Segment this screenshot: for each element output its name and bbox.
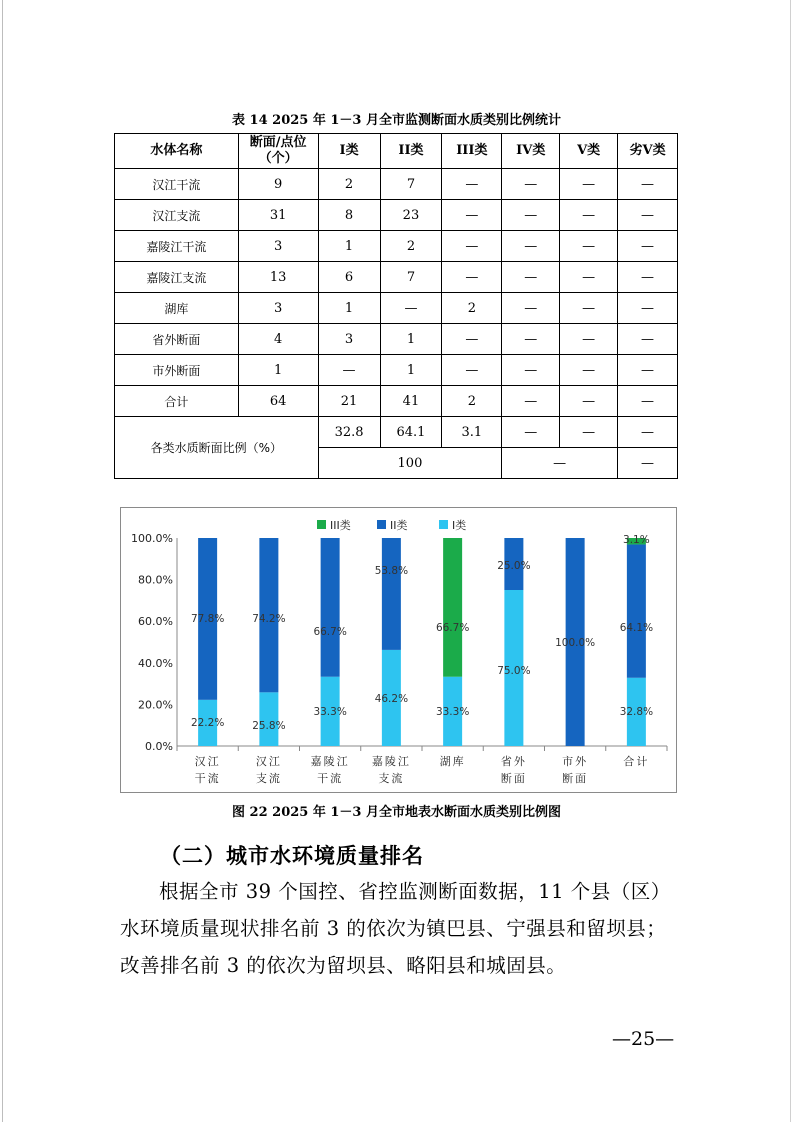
table-row xyxy=(115,200,678,231)
y-tick-label: 80.0% xyxy=(138,573,173,587)
ratio-cell: 32.8 xyxy=(318,417,380,448)
water-body-name: 湖库 xyxy=(115,293,239,324)
bar-value-label: 32.8% xyxy=(619,706,654,718)
table-row xyxy=(115,169,678,200)
table-row xyxy=(115,386,678,417)
x-category-label: 嘉陵江 xyxy=(310,755,350,768)
table-row xyxy=(115,324,678,355)
y-tick-label: 0.0% xyxy=(145,740,173,753)
water-body-name: 合计 xyxy=(115,386,239,417)
paragraph-line: 水环境质量现状排名前 3 的依次为镇巴县、宁强县和留坝县； xyxy=(120,917,667,940)
paragraph-line: 根据全市 39 个国控、省控监测断面数据，11 个县（区） xyxy=(159,880,671,903)
table-cell: — xyxy=(560,169,618,200)
header-cell: IV类 xyxy=(502,134,560,169)
x-category-label: 干流 xyxy=(194,772,221,785)
table-cell: — xyxy=(560,324,618,355)
table-cell: — xyxy=(380,293,442,324)
table-cell: 4 xyxy=(238,324,318,355)
table-cell: — xyxy=(618,355,678,386)
bar-value-label: 33.3% xyxy=(435,706,470,718)
y-tick-label: 100.0% xyxy=(131,532,173,545)
ratio-cell: — xyxy=(560,417,618,448)
table-cell: 3 xyxy=(238,293,318,324)
table-row xyxy=(115,355,678,386)
water-body-name: 省外断面 xyxy=(115,324,239,355)
header-cell: I类 xyxy=(318,134,380,169)
table-cell: 3 xyxy=(238,231,318,262)
page-edge xyxy=(2,0,3,1122)
water-body-name: 嘉陵江干流 xyxy=(115,231,239,262)
water-body-name: 市外断面 xyxy=(115,355,239,386)
table-cell: 2 xyxy=(442,293,502,324)
bar-value-label: 22.2% xyxy=(190,717,225,729)
table-cell: 9 xyxy=(238,169,318,200)
table-row xyxy=(115,262,678,293)
table-cell: — xyxy=(618,169,678,200)
table-cell: 31 xyxy=(238,200,318,231)
table-row xyxy=(115,231,678,262)
table-cell: — xyxy=(618,262,678,293)
water-body-name: 嘉陵江支流 xyxy=(115,262,239,293)
table-cell: — xyxy=(560,262,618,293)
table-cell: — xyxy=(442,231,502,262)
table-cell: — xyxy=(618,386,678,417)
legend-swatch xyxy=(377,520,386,529)
bar-value-label: 75.0% xyxy=(497,665,531,677)
table-cell: 8 xyxy=(318,200,380,231)
bar-segment-II类 xyxy=(321,538,340,677)
table-header-row xyxy=(115,134,678,169)
table-cell: — xyxy=(618,200,678,231)
table-cell: — xyxy=(442,324,502,355)
table-cell: — xyxy=(502,262,560,293)
x-category-label: 断面 xyxy=(500,772,527,785)
bar-value-label: 25.0% xyxy=(497,560,531,572)
ratio-row xyxy=(115,417,678,448)
bar-value-label: 25.8% xyxy=(252,720,286,732)
x-category-label: 湖库 xyxy=(439,755,466,768)
page-number: —25— xyxy=(612,1028,675,1050)
table-cell: 2 xyxy=(442,386,502,417)
table-cell: 1 xyxy=(318,293,380,324)
table-cell: — xyxy=(560,293,618,324)
x-category-label: 汉江 xyxy=(194,755,221,768)
bar-value-label: 64.1% xyxy=(619,622,654,634)
table-cell: — xyxy=(560,231,618,262)
x-category-label: 市外 xyxy=(562,755,589,768)
table-cell: 2 xyxy=(380,231,442,262)
table-cell: — xyxy=(618,324,678,355)
table-cell: 7 xyxy=(380,169,442,200)
table-cell: 64 xyxy=(238,386,318,417)
table-cell: 1 xyxy=(380,355,442,386)
table-cell: — xyxy=(502,293,560,324)
table-cell: — xyxy=(618,231,678,262)
table-cell: — xyxy=(560,200,618,231)
header-cell: III类 xyxy=(442,134,502,169)
table-cell: 21 xyxy=(318,386,380,417)
ratio-bad-total: — xyxy=(618,448,678,479)
bar-segment-III类 xyxy=(443,538,462,677)
ratio-good-total: 100 xyxy=(318,448,502,479)
y-tick-label: 60.0% xyxy=(138,615,173,629)
header-cell: II类 xyxy=(380,134,442,169)
page-edge xyxy=(790,0,791,1122)
header-cell: 断面/点位（个） xyxy=(238,134,318,169)
table-cell: — xyxy=(502,231,560,262)
legend-label: II类 xyxy=(390,519,408,532)
table-cell: 1 xyxy=(238,355,318,386)
table-cell: 7 xyxy=(380,262,442,293)
ratio-cell: — xyxy=(618,417,678,448)
header-cell: V类 xyxy=(560,134,618,169)
table-cell: 2 xyxy=(318,169,380,200)
table-cell: — xyxy=(618,293,678,324)
table-cell: 3 xyxy=(318,324,380,355)
table-cell: — xyxy=(502,324,560,355)
table-cell: — xyxy=(502,200,560,231)
x-category-label: 嘉陵江 xyxy=(371,755,411,768)
bar-value-label: 33.3% xyxy=(313,706,347,718)
table-cell: — xyxy=(560,355,618,386)
legend-swatch xyxy=(439,520,448,529)
ratio-mid-total: — xyxy=(502,448,618,479)
x-category-label: 断面 xyxy=(562,772,589,785)
x-category-label: 省外 xyxy=(500,755,527,768)
ratio-cell: 3.1 xyxy=(442,417,502,448)
table-cell: 13 xyxy=(238,262,318,293)
table-row xyxy=(115,293,678,324)
bar-segment-II类 xyxy=(627,544,646,677)
figure-caption: 图 22 2025 年 1－3 月全市地表水断面水质类别比例图 xyxy=(232,805,561,820)
stacked-bar-chart xyxy=(120,507,677,793)
section-heading: （二）城市水环境质量排名 xyxy=(160,844,424,868)
bar-value-label: 74.2% xyxy=(252,613,286,625)
bar-segment-II类 xyxy=(382,538,401,650)
x-category-label: 支流 xyxy=(255,772,282,785)
table-cell: — xyxy=(502,386,560,417)
y-tick-label: 40.0% xyxy=(138,656,173,670)
x-category-label: 支流 xyxy=(378,772,405,785)
ratio-cell: — xyxy=(502,417,560,448)
table-cell: 1 xyxy=(318,231,380,262)
header-cell: 水体名称 xyxy=(115,134,239,169)
bar-value-label: 3.1% xyxy=(623,534,650,546)
table-cell: 41 xyxy=(380,386,442,417)
x-category-label: 干流 xyxy=(317,772,344,785)
table-cell: — xyxy=(442,200,502,231)
legend-label: III类 xyxy=(330,519,351,532)
chart-svg xyxy=(121,508,676,792)
table-cell: 1 xyxy=(380,324,442,355)
bar-value-label: 100.0% xyxy=(555,637,596,649)
ratio-label: 各类水质断面比例（%） xyxy=(115,417,319,479)
body-paragraph xyxy=(120,873,680,984)
table-cell: — xyxy=(318,355,380,386)
table-cell: — xyxy=(442,169,502,200)
bar-value-label: 46.2% xyxy=(374,693,409,705)
y-tick-label: 20.0% xyxy=(138,698,173,712)
table-cell: — xyxy=(560,386,618,417)
header-cell: 劣V类 xyxy=(618,134,678,169)
table-cell: — xyxy=(502,169,560,200)
bar-value-label: 77.8% xyxy=(190,613,225,625)
water-body-name: 汉江支流 xyxy=(115,200,239,231)
legend-label: I类 xyxy=(452,519,467,532)
water-quality-table xyxy=(114,133,678,479)
table-caption: 表 14 2025 年 1－3 月全市监测断面水质类别比例统计 xyxy=(232,113,561,128)
x-category-label: 合计 xyxy=(623,755,650,768)
ratio-cell: 64.1 xyxy=(380,417,442,448)
bar-value-label: 53.8% xyxy=(374,565,409,577)
bar-value-label: 66.7% xyxy=(313,626,347,638)
legend-swatch xyxy=(317,520,326,529)
bar-value-label: 66.7% xyxy=(435,622,470,634)
water-body-name: 汉江干流 xyxy=(115,169,239,200)
table-cell: — xyxy=(502,355,560,386)
table-cell: — xyxy=(442,355,502,386)
table-cell: 23 xyxy=(380,200,442,231)
table-cell: — xyxy=(442,262,502,293)
table-cell: 6 xyxy=(318,262,380,293)
x-category-label: 汉江 xyxy=(255,755,282,768)
paragraph-line: 改善排名前 3 的依次为留坝县、略阳县和城固县。 xyxy=(120,954,567,977)
